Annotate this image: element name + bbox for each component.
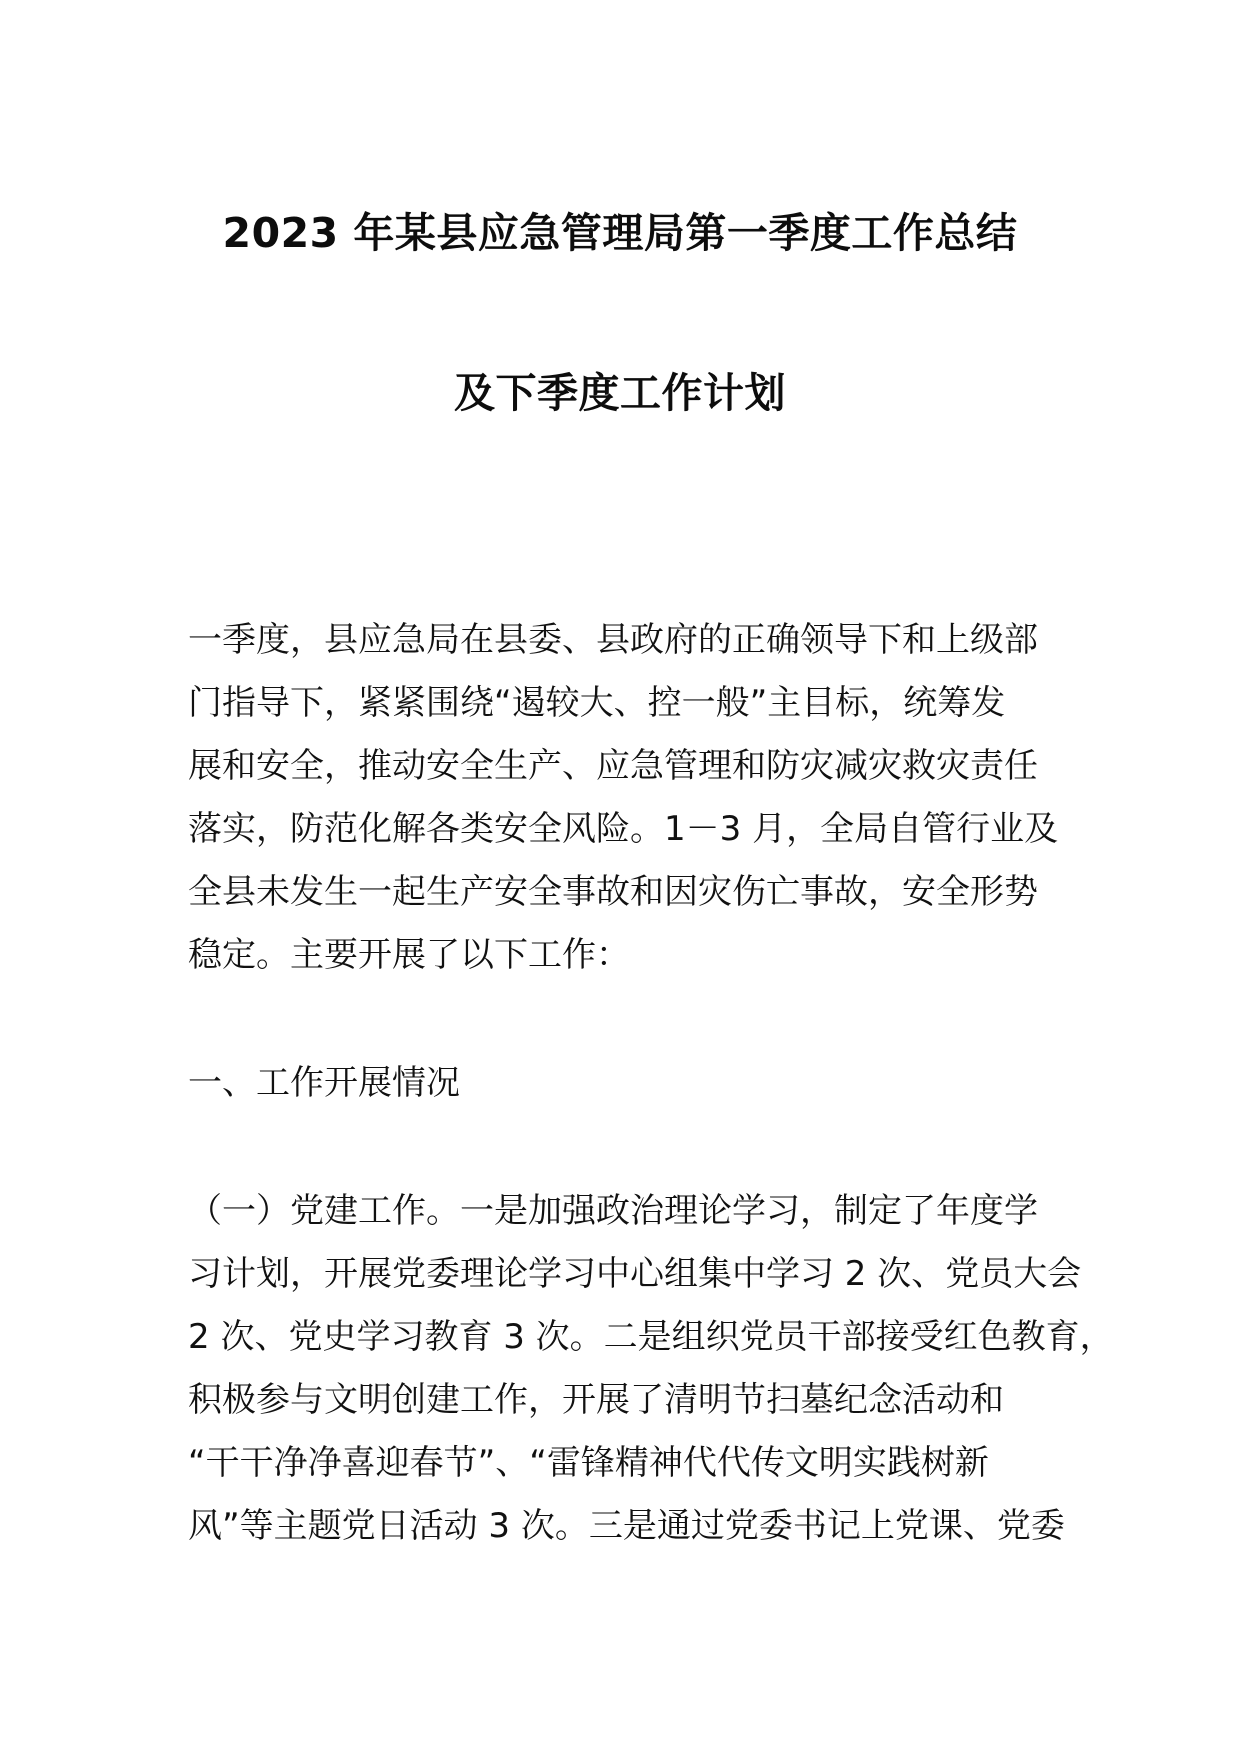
section1-paragraph-line: （一）党建工作。一是加强政治理论学习，制定了年度学 (188, 1191, 1038, 1231)
section1-paragraph-line: 2 次、党史学习教育 3 次。二是组织党员干部接受红色教育， (188, 1317, 1114, 1357)
section-heading: 一、工作开展情况 (188, 1063, 460, 1103)
section1-paragraph-line: “干干净净喜迎春节”、“雷锋精神代代传文明实践树新 (188, 1443, 989, 1483)
document-title-line-1: 2023 年某县应急管理局第一季度工作总结 (222, 209, 1018, 257)
intro-paragraph-line: 稳定。主要开展了以下工作： (188, 935, 630, 975)
section1-paragraph-line: 积极参与文明创建工作，开展了清明节扫墓纪念活动和 (188, 1380, 1004, 1420)
section1-paragraph-line: 风”等主题党日活动 3 次。三是通过党委书记上党课、党委 (188, 1506, 1065, 1546)
intro-paragraph-line: 全县未发生一起生产安全事故和因灾伤亡事故，安全形势 (188, 872, 1038, 912)
intro-paragraph-line: 落实，防范化解各类安全风险。1－3 月，全局自管行业及 (188, 809, 1059, 849)
intro-paragraph-line: 门指导下，紧紧围绕“遏较大、控一般”主目标，统筹发 (188, 683, 1006, 723)
intro-paragraph-line: 展和安全，推动安全生产、应急管理和防灾减灾救灾责任 (188, 746, 1038, 786)
document-title-line-2: 及下季度工作计划 (454, 369, 786, 417)
intro-paragraph-line: 一季度，县应急局在县委、县政府的正确领导下和上级部 (188, 620, 1038, 660)
section1-paragraph-line: 习计划，开展党委理论学习中心组集中学习 2 次、党员大会 (188, 1254, 1082, 1294)
